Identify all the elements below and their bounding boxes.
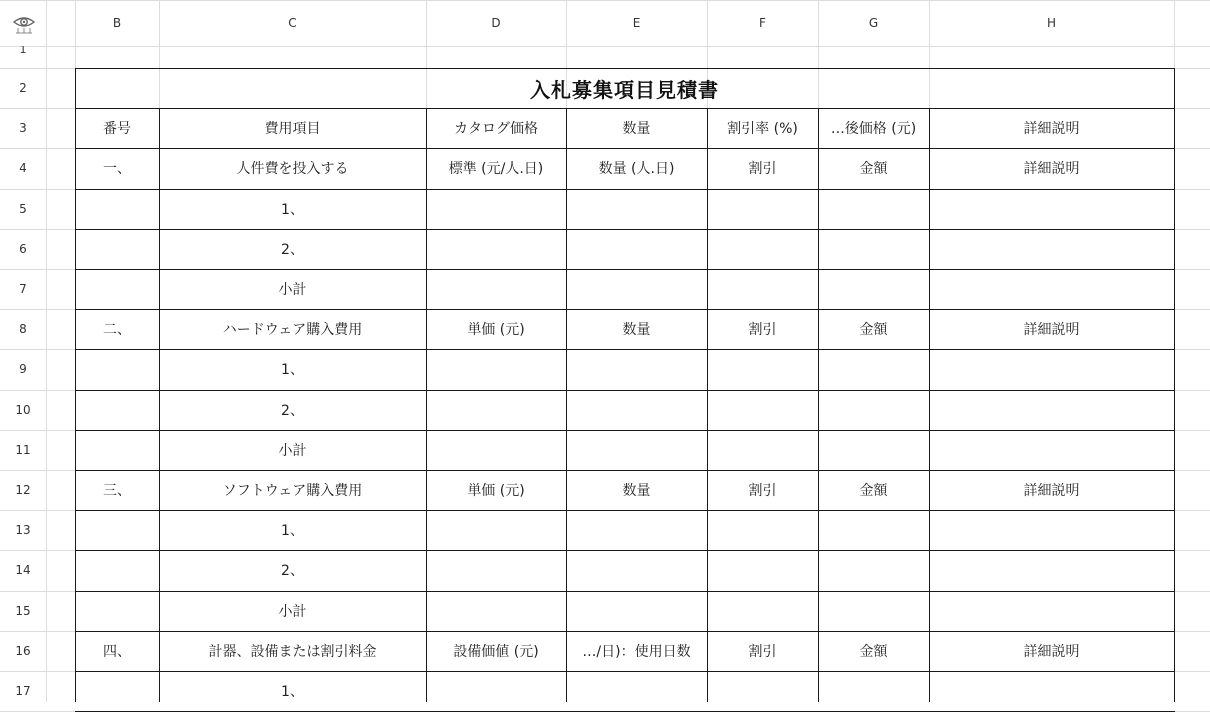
- table-cell[interactable]: [707, 550, 818, 590]
- table-cell[interactable]: [426, 671, 566, 711]
- table-cell[interactable]: [426, 269, 566, 309]
- table-cell[interactable]: [818, 591, 929, 631]
- eye-icon[interactable]: [12, 13, 36, 35]
- table-cell[interactable]: [818, 430, 929, 470]
- table-cell[interactable]: 三、: [103, 483, 131, 500]
- table-cell[interactable]: [929, 591, 1174, 631]
- table-cell[interactable]: …後価格 (元): [830, 121, 917, 138]
- table-cell[interactable]: 詳細説明: [1023, 121, 1080, 138]
- table-cell[interactable]: [75, 189, 159, 229]
- row-header-17[interactable]: 17: [15, 684, 31, 699]
- table-cell[interactable]: [566, 591, 707, 631]
- table-cell[interactable]: 金額: [859, 161, 888, 178]
- table-cell[interactable]: 詳細説明: [1023, 643, 1080, 660]
- table-cell[interactable]: [426, 510, 566, 550]
- table-cell[interactable]: 費用項目: [264, 121, 321, 138]
- table-cell[interactable]: [707, 269, 818, 309]
- table-cell[interactable]: [818, 510, 929, 550]
- table-cell[interactable]: ソフトウェア購入費用: [222, 483, 363, 500]
- table-cell[interactable]: 割引: [748, 161, 777, 178]
- table-cell[interactable]: [929, 510, 1174, 550]
- table-cell[interactable]: [707, 390, 818, 430]
- table-cell[interactable]: カタログ価格: [454, 121, 538, 138]
- table-cell[interactable]: 詳細説明: [1023, 483, 1080, 500]
- table-cell[interactable]: 小計: [278, 442, 307, 459]
- table-cell[interactable]: …/日)：使用日数: [582, 643, 691, 660]
- table-cell[interactable]: 数量: [622, 483, 651, 500]
- table-cell[interactable]: [566, 349, 707, 389]
- table-cell[interactable]: [566, 189, 707, 229]
- row-header-8[interactable]: 8: [19, 322, 27, 337]
- table-cell[interactable]: [929, 430, 1174, 470]
- column-header-h[interactable]: H: [1046, 16, 1057, 30]
- table-cell[interactable]: [75, 591, 159, 631]
- table-cell[interactable]: 割引: [748, 643, 777, 660]
- table-cell[interactable]: [929, 229, 1174, 269]
- table-cell[interactable]: 計器、設備または割引料金: [208, 643, 377, 660]
- table-cell[interactable]: [75, 430, 159, 470]
- table-cell[interactable]: 金額: [859, 483, 888, 500]
- table-cell[interactable]: [929, 671, 1174, 711]
- column-header-g[interactable]: G: [868, 16, 879, 30]
- table-cell[interactable]: 1、: [281, 684, 304, 701]
- table-cell[interactable]: 二、: [103, 322, 131, 339]
- table-cell[interactable]: [566, 671, 707, 711]
- table-cell[interactable]: [929, 349, 1174, 389]
- table-cell[interactable]: 割引: [748, 322, 777, 339]
- table-cell[interactable]: [75, 671, 159, 711]
- table-cell[interactable]: [818, 269, 929, 309]
- table-cell[interactable]: 割引率 (%): [727, 121, 798, 138]
- table-cell[interactable]: [426, 349, 566, 389]
- table-cell[interactable]: 数量 (人.日): [598, 161, 675, 178]
- column-header-d[interactable]: D: [491, 16, 501, 30]
- table-cell[interactable]: [426, 430, 566, 470]
- table-cell[interactable]: 小計: [278, 603, 307, 620]
- table-cell[interactable]: [75, 550, 159, 590]
- row-header-2[interactable]: 2: [19, 81, 27, 96]
- table-cell[interactable]: 割引: [748, 483, 777, 500]
- table-cell[interactable]: 1、: [281, 362, 304, 379]
- table-cell[interactable]: [566, 550, 707, 590]
- column-header-c[interactable]: C: [288, 16, 297, 30]
- table-cell[interactable]: [707, 671, 818, 711]
- table-cell[interactable]: [929, 390, 1174, 430]
- row-header-5[interactable]: 5: [19, 201, 27, 216]
- table-cell[interactable]: [707, 591, 818, 631]
- table-cell[interactable]: [566, 269, 707, 309]
- table-cell[interactable]: [707, 510, 818, 550]
- table-cell[interactable]: [75, 349, 159, 389]
- table-cell[interactable]: 金額: [859, 322, 888, 339]
- table-cell[interactable]: 一、: [103, 161, 131, 178]
- column-header-f[interactable]: F: [759, 16, 766, 30]
- table-cell[interactable]: [707, 430, 818, 470]
- table-cell[interactable]: 設備価値 (元): [453, 643, 539, 660]
- table-cell[interactable]: ハードウェア購入費用: [222, 322, 363, 339]
- table-cell[interactable]: 番号: [103, 121, 131, 138]
- table-cell[interactable]: [707, 189, 818, 229]
- table-cell[interactable]: 四、: [103, 643, 131, 660]
- table-cell[interactable]: [426, 591, 566, 631]
- row-header-1[interactable]: 1: [19, 46, 27, 56]
- table-cell[interactable]: [818, 189, 929, 229]
- row-header-11[interactable]: 11: [15, 442, 31, 457]
- sheet-title[interactable]: 入札募集項目見積書: [530, 77, 719, 102]
- row-header-6[interactable]: 6: [19, 241, 27, 256]
- table-cell[interactable]: 単価 (元): [467, 322, 525, 339]
- table-cell[interactable]: 2、: [281, 402, 304, 419]
- table-cell[interactable]: [566, 390, 707, 430]
- row-header-15[interactable]: 15: [15, 603, 31, 618]
- table-cell[interactable]: [566, 430, 707, 470]
- table-cell[interactable]: [426, 390, 566, 430]
- table-cell[interactable]: [818, 229, 929, 269]
- row-header-3[interactable]: 3: [19, 121, 27, 136]
- table-cell[interactable]: [75, 390, 159, 430]
- table-cell[interactable]: [75, 229, 159, 269]
- table-cell[interactable]: 単価 (元): [467, 483, 525, 500]
- row-header-12[interactable]: 12: [15, 483, 31, 498]
- table-cell[interactable]: [707, 229, 818, 269]
- table-cell[interactable]: 数量: [622, 121, 651, 138]
- row-header-7[interactable]: 7: [19, 282, 27, 297]
- table-cell[interactable]: [707, 349, 818, 389]
- table-cell[interactable]: [75, 269, 159, 309]
- table-cell[interactable]: [929, 269, 1174, 309]
- table-cell[interactable]: 数量: [622, 322, 651, 339]
- table-cell[interactable]: 小計: [278, 282, 307, 299]
- table-cell[interactable]: [426, 189, 566, 229]
- table-cell[interactable]: [566, 510, 707, 550]
- table-cell[interactable]: [75, 510, 159, 550]
- row-header-4[interactable]: 4: [19, 161, 27, 176]
- table-cell[interactable]: [818, 550, 929, 590]
- row-header-13[interactable]: 13: [15, 523, 31, 538]
- table-cell[interactable]: [818, 390, 929, 430]
- table-cell[interactable]: 詳細説明: [1023, 322, 1080, 339]
- row-header-16[interactable]: 16: [15, 643, 31, 658]
- table-cell[interactable]: 金額: [859, 643, 888, 660]
- grid-row-line: [0, 46, 1210, 47]
- table-cell[interactable]: [426, 229, 566, 269]
- row-header-10[interactable]: 10: [15, 402, 31, 417]
- table-right-border: [1174, 68, 1175, 702]
- table-cell[interactable]: [929, 189, 1174, 229]
- grid-col-line: [46, 0, 47, 702]
- row-header-9[interactable]: 9: [19, 362, 27, 377]
- table-cell[interactable]: [929, 550, 1174, 590]
- row-header-14[interactable]: 14: [15, 563, 31, 578]
- table-cell[interactable]: 人件費を投入する: [236, 161, 349, 178]
- table-cell[interactable]: 詳細説明: [1023, 161, 1080, 178]
- table-cell[interactable]: 標準 (元/人.日): [448, 161, 544, 178]
- table-cell[interactable]: 2、: [281, 241, 304, 258]
- table-cell[interactable]: 1、: [281, 201, 304, 218]
- table-cell[interactable]: 1、: [281, 523, 304, 540]
- column-header-b[interactable]: B: [112, 16, 122, 30]
- table-cell[interactable]: [818, 671, 929, 711]
- table-cell[interactable]: [426, 550, 566, 590]
- column-header-e[interactable]: E: [632, 16, 641, 30]
- table-cell[interactable]: 2、: [281, 563, 304, 580]
- table-cell[interactable]: [818, 349, 929, 389]
- table-cell[interactable]: [566, 229, 707, 269]
